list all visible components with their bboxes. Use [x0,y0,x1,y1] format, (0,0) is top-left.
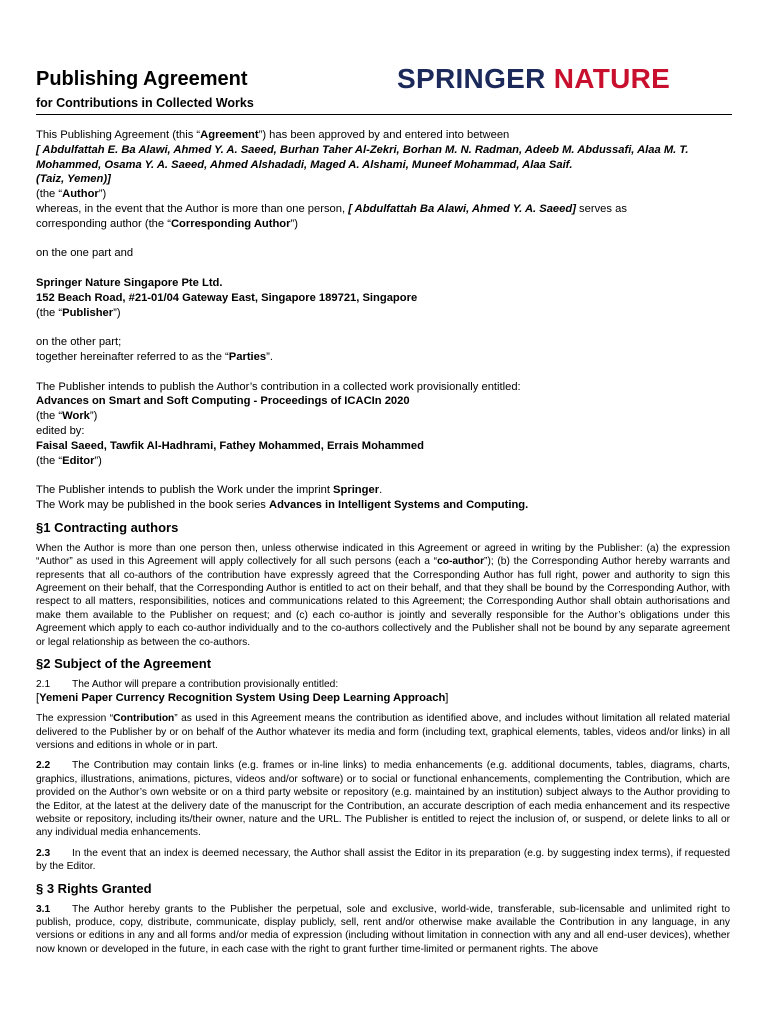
publisher-address: 152 Beach Road, #21-01/04 Gateway East, Singapore 189721, Singapore [36,291,418,304]
intro-line: This Publishing Agreement (this “Agreement”) has been approved by and entered into between [36,129,510,141]
series-line: The Work may be published in the book series Advances in Intelligent Systems and Computing. [36,498,529,511]
section-3-heading: § 3 Rights Granted [36,880,152,896]
contribution-definition: The expression “Contribution” as used in this Agreement means the contribution as identified above, and includes without limitation all related material delivered to the Publisher by or on behalf of the Author whatever its media and form (including text, graphical elements, tables, videos and/or links) in all versions and editions in whole or in part. [36,713,730,751]
work-definition: (the “Work”) [36,410,98,423]
imprint-line: The Publisher intends to publish the Work under the imprint Springer. [36,484,383,497]
clause-2-2: 2.2 The Contribution may contain links (e.g. frames or in-line links) to media enhancements (e.g. additional documents, tables, diagrams, charts, graphics, illustrations, animations, pictures, videos and/or software) or to social or functional enhancements, complementing the Contribution, which are provided on the Author’s own website or on a third party website or repository (e.g. maintained by an institution) subject always to the Author providing to the Editor, at the latest at the delivery date of the manuscript for the Contribution, an accurate description of each media enhancement and its respective website or repository, including its/their owner, nature and the URL. The Publisher is entitled to reject the inclusion of, or suspend, or delete links to all or any individual media enhancements. [36,760,730,839]
whereas-line: whereas, in the event that the Author is more than one person, [ Abdulfattah Ba Alawi, Ahmed Y. A. Saeed] serves as [36,202,627,215]
authors-line-2: Mohammed, Osama Y. A. Saeed, Ahmed Alshadadi, Maged A. Alshami, Muneef Mohammad, Alaa Saif. [36,158,573,171]
editors-line: Faisal Saeed, Tawfik Al-Hadhrami, Fathey Mohammed, Errais Mohammed [36,439,424,452]
springer-nature-logo [397,63,670,95]
editor-definition: (the “Editor”) [36,454,102,467]
author-definition: (the “Author”) [36,188,107,201]
authors-location: (Taiz, Yemen)] [36,173,111,186]
authors-line-1: [ Abdulfattah E. Ba Alawi, Ahmed Y. A. Saeed, Burhan Taher Al-Zekri, Borhan M. N. Radman, Adeeb M. Abdussafi, Alaa M. T. [36,143,689,156]
work-title: Advances on Smart and Soft Computing - Proceedings of ICACIn 2020 [36,395,410,408]
section-1-text: When the Author is more than one person then, unless otherwise indicated in this Agreement or agreed in writing by the Publisher: (a) the expression “Author” as used in this Agreement will apply collectively for all such persons (each a “co-author”); (b) the Corresponding Author hereby warrants and represents that all co-authors of the contribution have expressly agreed that the Corresponding Author has full right, power and authority to sign this Agreement on their behalf, that the Corresponding Author is entitled to act on their behalf, and that they shall be bound by the Corresponding Author, with respect to all matters, responsibilities, notices and communications related to this Agreement; the Corresponding Author shall obtain authorisations and make them available to the Publisher on request; and (c) each co-author is jointly and severally responsible for the Author’s obligations under this Agreement which apply to each co-author individually and to the co-authors collectively and the Publisher shall not be bound by any separate agreement or legal relationship as between the co-authors. [36,542,730,648]
section-2-heading: §2 Subject of the Agreement [36,655,212,671]
edited-by-line: edited by: [36,424,85,437]
parties-definition: together hereinafter referred to as the “Parties”. [36,350,273,363]
one-part-line: on the one part and [36,247,134,260]
logo-nature: NATURE [553,63,671,94]
intends-line: The Publisher intends to publish the Author’s contribution in a collected work provisionally entitled: [36,380,521,393]
corresponding-author-definition: corresponding author (the “Corresponding Author”) [36,217,298,230]
page-subtitle: for Contributions in Collected Works [36,96,254,110]
section-1-heading: §1 Contracting authors [36,519,179,535]
page-title: Publishing Agreement [36,68,248,90]
contribution-title: [Yemeni Paper Currency Recognition System Using Deep Learning Approach] [36,692,449,705]
clause-3-1: 3.1 The Author hereby grants to the Publisher the perpetual, sole and exclusive, world-wide, transferable, sub-licensable and unlimited right to publish, produce, copy, distribute, communicate, display publicly, sell, rent and/or otherwise make available the Contribution in any language, in any versions or editions in any and all forms and/or media of expression (including without limitation in connection with any and all end-user devices), whether now known or developed in the future, in each case with the right to grant further time-limited or permanent rights. The above [36,903,730,955]
publisher-name: Springer Nature Singapore Pte Ltd. [36,276,223,289]
publisher-definition: (the “Publisher”) [36,306,121,319]
clause-2-3: 2.3 In the event that an index is deemed necessary, the Author shall assist the Editor in its preparation (e.g. by suggesting index terms), if requested by the Editor. [36,847,730,873]
header-divider [36,114,732,115]
logo-springer: SPRINGER [397,63,546,94]
other-part-line: on the other part; [36,336,122,349]
agreement-body [36,128,730,956]
clause-2-1: 2.1 The Author will prepare a contribution provisionally entitled: [36,678,339,690]
